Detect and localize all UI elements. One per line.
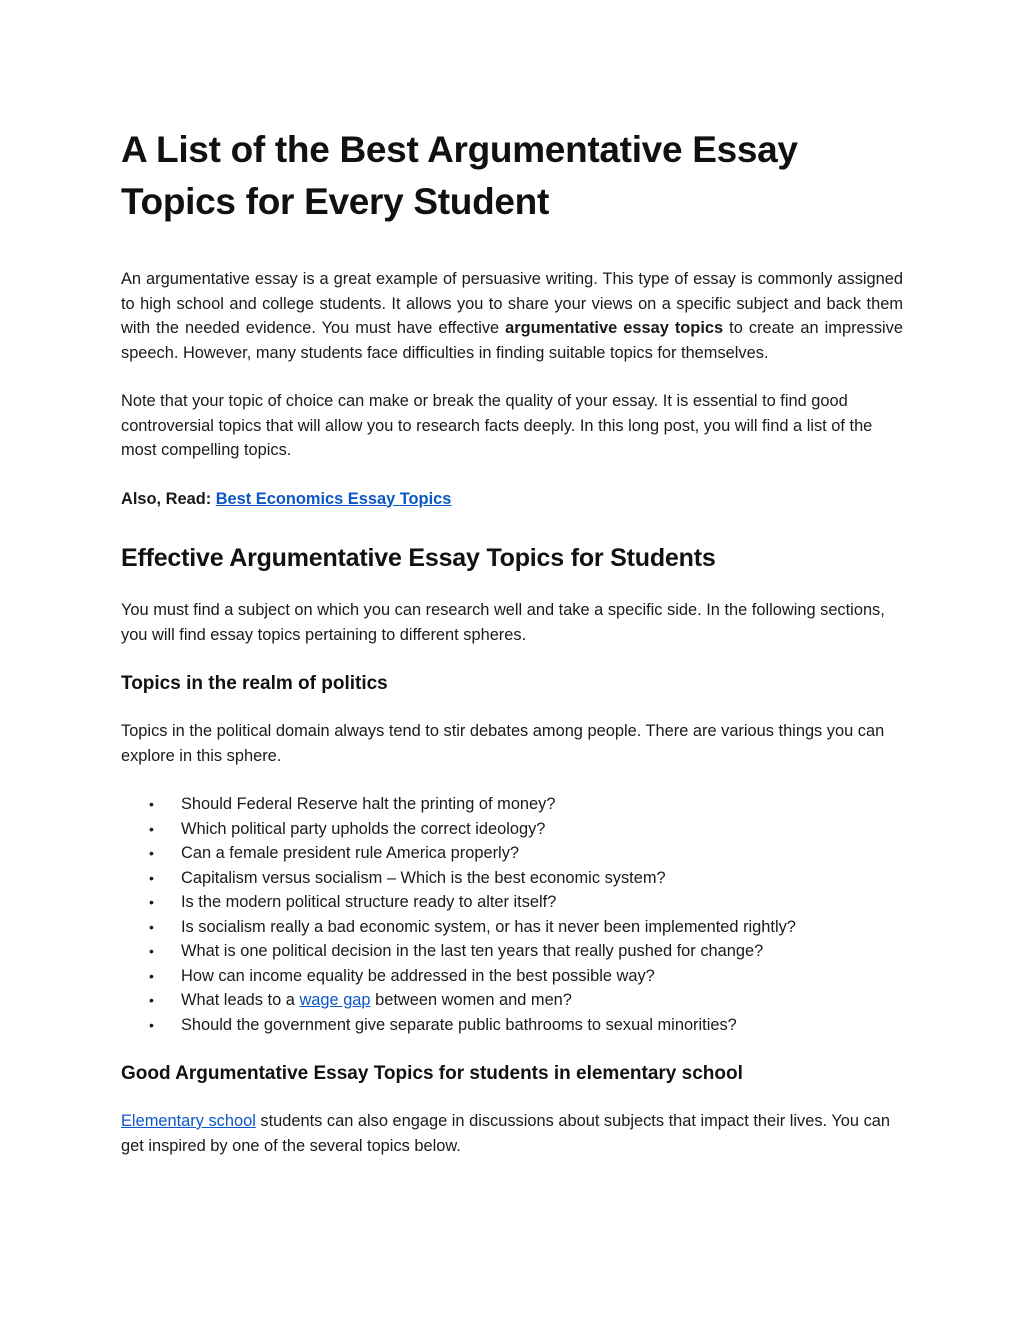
bullet-icon: •	[149, 918, 154, 935]
topic-choice-paragraph: Note that your topic of choice can make or break the quality of your essay. It is essential to find good controversial topics that will allow you to research facts deeply. In this long post, you will find a list of the most compelling topics.	[121, 392, 873, 459]
list-item-text: What leads to a	[181, 991, 300, 1009]
wage-gap-link[interactable]: wage gap	[299, 991, 371, 1009]
list-item	[149, 890, 903, 915]
elementary-school-link[interactable]: Elementary school	[121, 1112, 256, 1130]
bullet-icon: •	[149, 796, 154, 812]
section-heading: Effective Argumentative Essay Topics for Students	[121, 544, 716, 572]
economics-topics-link[interactable]: Best Economics Essay Topics	[215, 489, 452, 508]
list-item	[149, 817, 903, 842]
list-item-text: What is one political decision in the last ten years that really pushed for change?	[181, 942, 764, 960]
list-item	[149, 915, 903, 940]
list-item	[149, 841, 903, 866]
list-item-text: between women and men?	[370, 991, 572, 1009]
bullet-icon: •	[149, 869, 154, 886]
elementary-paragraph	[121, 1109, 903, 1158]
list-item-text: Is the modern political structure ready to alter itself?	[181, 893, 557, 911]
list-item-text: Should the government give separate public bathrooms to sexual minorities?	[181, 1015, 737, 1034]
list-item	[149, 866, 903, 891]
list-item	[149, 939, 903, 964]
bullet-icon: •	[149, 967, 154, 984]
elementary-heading: Good Argumentative Essay Topics for students in elementary school	[121, 1063, 743, 1084]
intro-text-2: to create an impressive speech. However, many students face difficulties in finding suitable topics for themselves.	[121, 319, 903, 362]
bullet-icon: •	[149, 820, 154, 837]
bullet-icon: •	[149, 1016, 154, 1033]
elementary-text: students can also engage in discussions about subjects that impact their lives. You can get inspired by one of the several topics below.	[121, 1112, 891, 1155]
politics-heading: Topics in the realm of politics	[121, 673, 388, 694]
bullet-icon: •	[149, 943, 154, 959]
intro-paragraph	[121, 267, 903, 365]
bullet-icon: •	[149, 992, 154, 1008]
list-item-text: Is socialism really a bad economic system, or has it never been implemented rightly?	[181, 917, 796, 936]
intro-text-1: An argumentative essay is a great example of persuasive writing. This type of essay is commonly assigned to high school and college students. It allows you to share your views on a specific subject and back them with the needed evidence. You must have effective	[121, 270, 903, 337]
list-item	[149, 792, 903, 817]
document-content	[121, 124, 903, 1158]
page-title: A List of the Best Argumentative Essay Topics for Every Student	[121, 129, 798, 222]
list-item-text: Capitalism versus socialism – Which is the best economic system?	[181, 868, 666, 887]
bullet-icon: •	[149, 894, 154, 910]
politics-topic-list	[121, 792, 903, 1037]
also-read-line	[121, 487, 903, 512]
bullet-icon: •	[149, 845, 154, 861]
list-item	[149, 988, 903, 1013]
also-read-label: Also, Read:	[121, 489, 216, 508]
list-item-text: Which political party upholds the correct ideology?	[181, 819, 546, 838]
intro-bold-keyword: argumentative essay topics	[505, 319, 724, 337]
list-item	[149, 964, 903, 989]
list-item-text: Can a female president rule America properly?	[181, 844, 520, 862]
list-item	[149, 1013, 903, 1038]
list-item-text: How can income equality be addressed in the best possible way?	[181, 966, 655, 985]
list-item-text: Should Federal Reserve halt the printing of money?	[181, 795, 556, 813]
politics-intro-paragraph: Topics in the political domain always tend to stir debates among people. There are various things you can explore in this sphere.	[121, 722, 885, 765]
section-intro-paragraph: You must find a subject on which you can research well and take a specific side. In the following sections, you will find essay topics pertaining to different spheres.	[121, 601, 885, 644]
